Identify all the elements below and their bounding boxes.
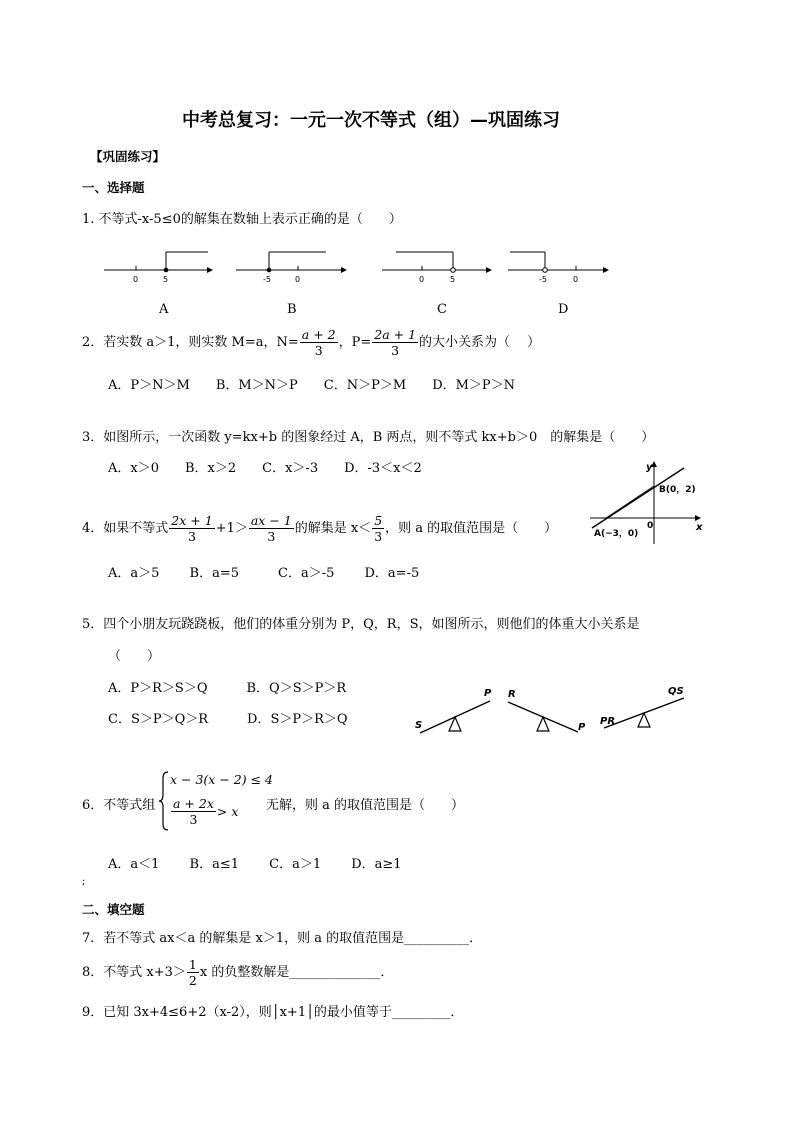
tick-label: 5	[163, 275, 169, 284]
stray-mark: ;	[82, 876, 86, 887]
svg-text:P: P	[578, 722, 586, 733]
q6-system: x − 3(x − 2) ≤ 4 $\frac{a + 2x}{3}$ > x	[158, 770, 262, 832]
svg-text:R: R	[508, 689, 516, 700]
axis-x-label: x	[696, 522, 703, 533]
svg-text:QS: QS	[668, 686, 684, 697]
option-c-label: C	[437, 302, 447, 317]
q5-text: 5．四个小朋友玩跷跷板，他们的体重分别为 P，Q，R，S，如图所示，则他们的体重大小关系是	[82, 617, 640, 632]
q9-text: 9．已知 3x+4≤6+2（x-2），则│x+1│的最小值等于_________．	[82, 1005, 464, 1020]
tick-label: -5	[539, 275, 547, 284]
numberline-a	[104, 252, 212, 284]
seesaw-2	[508, 689, 586, 733]
point-a-label: A(−3，0)	[594, 529, 639, 539]
fraction-p: $\frac{2a + 1}{3}$	[374, 327, 417, 358]
option-b-label: B	[287, 302, 297, 317]
q3-graph	[588, 458, 708, 548]
numberline-c	[382, 252, 491, 284]
point-b-label: B(0，2)	[659, 485, 696, 495]
tick-label: 0	[419, 275, 425, 284]
q6-prefix: 6．不等式组	[82, 798, 156, 813]
svg-text:P: P	[484, 688, 492, 699]
q7-text: 7．若不等式 ax＜a 的解集是 x＞1，则 a 的取值范围是__________．	[82, 931, 483, 946]
q2-text: 2．若实数 a＞1，则实数 M=a，N= $\frac{a + 2}{3}$ ，P= $\frac{2a + 1}{3}$ 的大小关系为（ ）	[82, 327, 541, 358]
q4-text: 4．如果不等式 $\frac{2x + 1}{3}$ +1＞ $\frac{ax - 1}{3}$ 的解集是 x＜ $\frac{5}{3}$ ，则 a 的取值范围是（ ）	[82, 513, 558, 544]
section-choice: 一、选择题	[82, 180, 145, 195]
origin-label: 0	[647, 521, 654, 531]
brace-icon	[158, 770, 170, 832]
tick-label: 5	[450, 275, 456, 284]
svg-text:PR: PR	[600, 716, 616, 727]
q1-number-lines	[96, 242, 616, 287]
tick-label: 0	[295, 275, 301, 284]
option-d-label: D	[558, 302, 569, 317]
q3-text: 3．如图所示，一次函数 y=kx+b 的图象经过 A，B 两点，则不等式 kx+b＞0 的解集是（ ）	[82, 430, 655, 445]
q4-options: A．a＞5 B．a=5 C．a＞-5 D．a=-5	[108, 566, 420, 581]
q5-options-row1: A．P＞R＞S＞Q B．Q＞S＞P＞R	[108, 681, 347, 696]
section-practice: 【巩固练习】	[90, 149, 166, 164]
svg-text:S: S	[415, 720, 423, 731]
q3-options: A．x＞0 B．x＞2 C．x＞-3 D．-3＜x＜2	[108, 461, 422, 476]
q6-options: A．a＜1 B．a≤1 C．a＞1 D．a≥1	[108, 857, 402, 872]
q8-text: 8．不等式 x+3＞ $\frac{1}{2}$ x 的负整数解是______________．	[82, 957, 394, 988]
q5-options-row2: C．S＞P＞Q＞R D．S＞P＞R＞Q	[108, 712, 348, 727]
seesaw-1	[415, 688, 492, 733]
numberline-b	[236, 252, 346, 284]
fraction-n: $\frac{a + 2}{3}$	[301, 327, 336, 358]
axis-y-label: y	[646, 462, 653, 473]
option-a-label: A	[159, 302, 169, 317]
seesaw-figure	[410, 680, 700, 740]
q5-blank: （ ）	[108, 649, 161, 664]
section-fill: 二、填空题	[82, 902, 145, 917]
q1-text: 1. 不等式-x-5≤0的解集在数轴上表示正确的是（ ）	[82, 212, 402, 227]
tick-label: -5	[263, 275, 271, 284]
q6-suffix: 无解，则 a 的取值范围是（ ）	[266, 798, 465, 813]
page-title: 中考总复习：一元一次不等式（组）—巩固练习	[182, 110, 560, 131]
tick-label: 0	[573, 275, 579, 284]
q2-options: A．P＞N＞M B．M＞N＞P C．N＞P＞M D．M＞P＞N	[108, 378, 516, 393]
numberline-d	[508, 252, 608, 284]
tick-label: 0	[133, 275, 139, 284]
seesaw-3	[600, 686, 684, 728]
